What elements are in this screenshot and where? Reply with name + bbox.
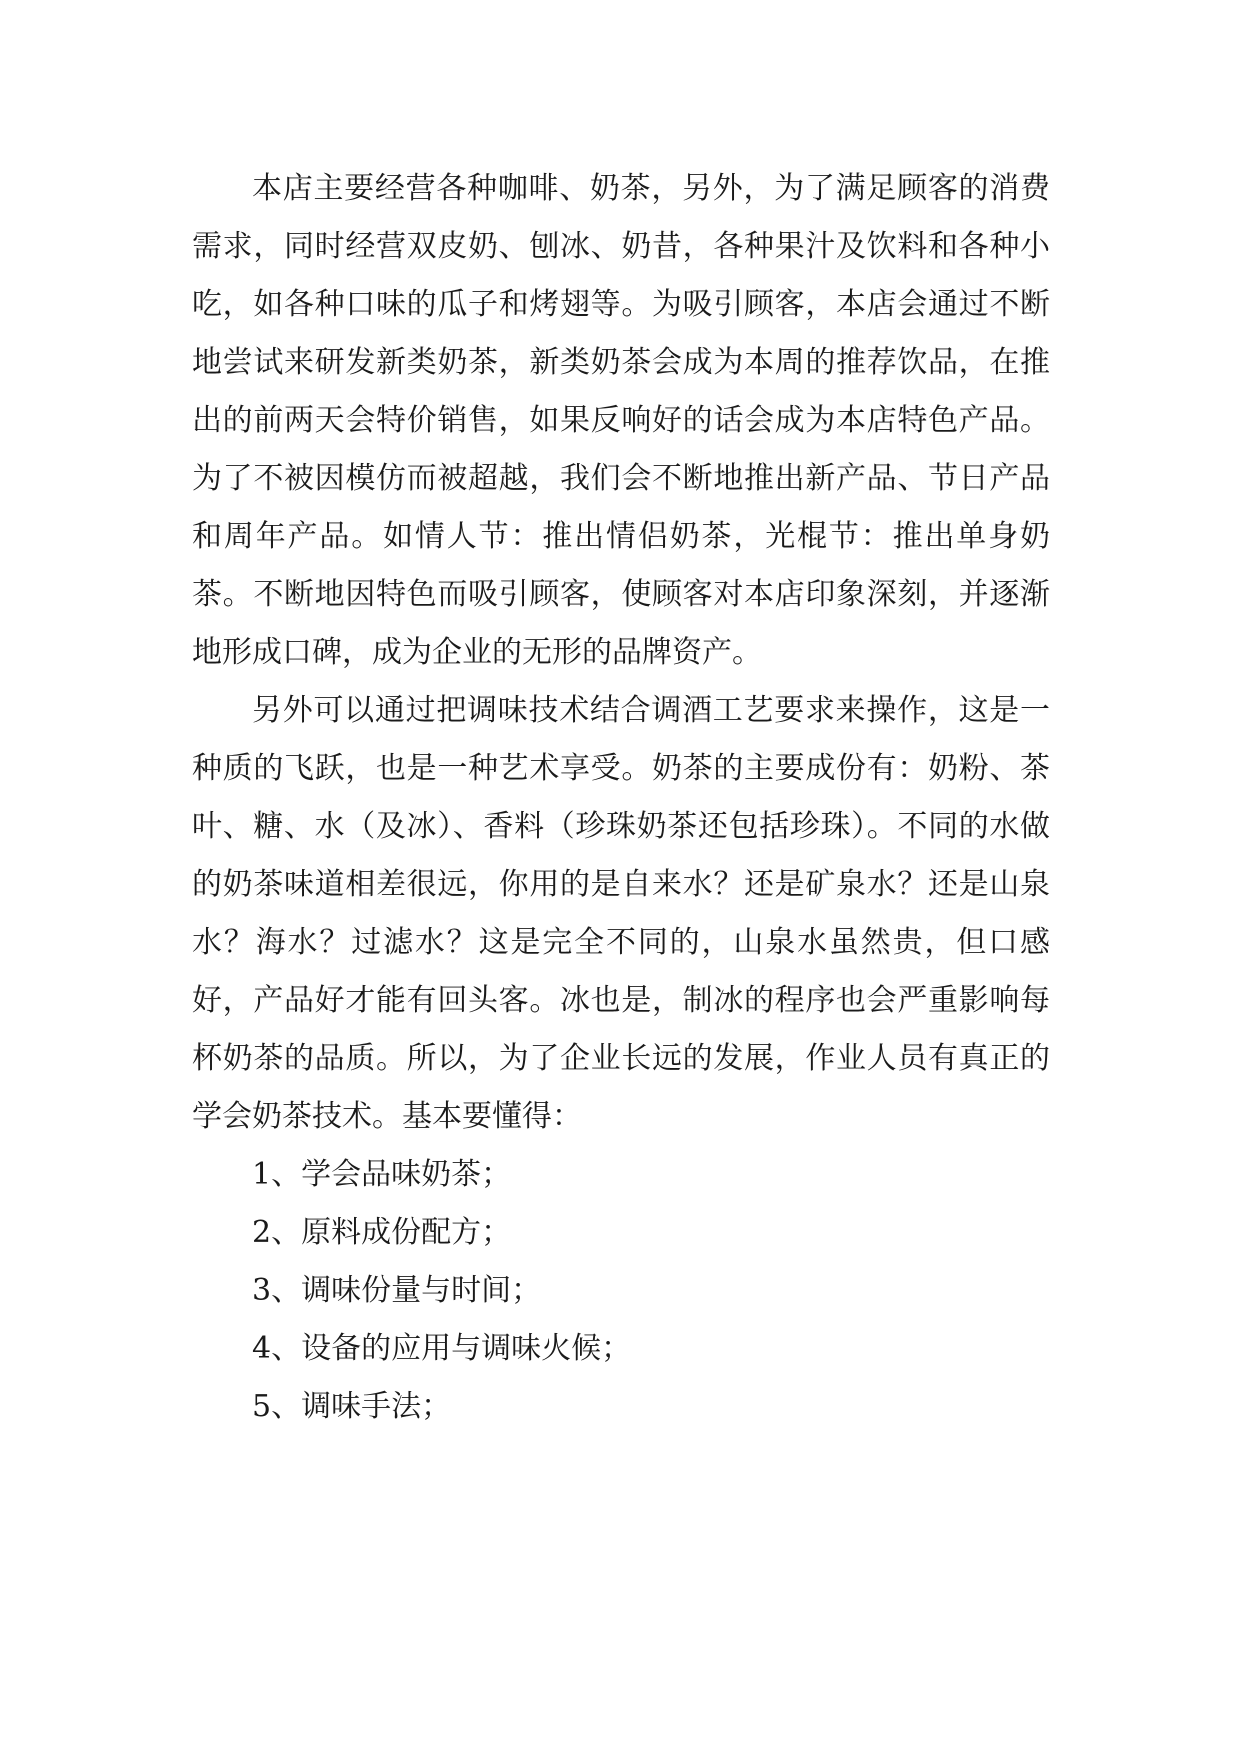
paragraph-1: 本店主要经营各种咖啡、奶茶，另外，为了满足顾客的消费需求，同时经营双皮奶、刨冰、奶昔，各种果汁及饮料和各种小吃，如各种口味的瓜子和烤翅等。为吸引顾客，本店会通过不断地尝试来研发新类奶茶，新类奶茶会成为本周的推荐饮品，在推出的前两天会特价销售，如果反响好的话会成为本店特色产品。为了不被因模仿而被超越，我们会不断地推出新产品、节日产品和周年产品。如情人节：推出情侣奶茶，光棍节：推出单身奶茶。不断地因特色而吸引顾客，使顾客对本店印象深刻，并逐渐地形成口碑，成为企业的无形的品牌资产。 bbox=[192, 171, 1050, 670]
paragraph-2: 另外可以通过把调味技术结合调酒工艺要求来操作，这是一种质的飞跃，也是一种艺术享受。奶茶的主要成份有：奶粉、茶叶、糖、水（及冰）、香料（珍珠奶茶还包括珍珠）。不同的水做的奶茶味道相差很远，你用的是自来水？还是矿泉水？还是山泉水？海水？过滤水？这是完全不同的，山泉水虽然贵，但口感好，产品好才能有回头客。冰也是，制冰的程序也会严重影响每杯奶茶的品质。所以，为了企业长远的发展，作业人员有真正的学会奶茶技术。基本要懂得： bbox=[192, 693, 1050, 1134]
list-item: 4、设备的应用与调味火候； bbox=[252, 1331, 632, 1366]
list-item: 3、调味份量与时间； bbox=[252, 1273, 542, 1308]
body-text bbox=[192, 160, 1050, 1436]
skill-list bbox=[192, 1146, 1050, 1436]
list-item: 5、调味手法； bbox=[252, 1389, 452, 1424]
list-item: 1、学会品味奶茶； bbox=[252, 1157, 512, 1192]
list-item: 2、原料成份配方； bbox=[252, 1215, 512, 1250]
